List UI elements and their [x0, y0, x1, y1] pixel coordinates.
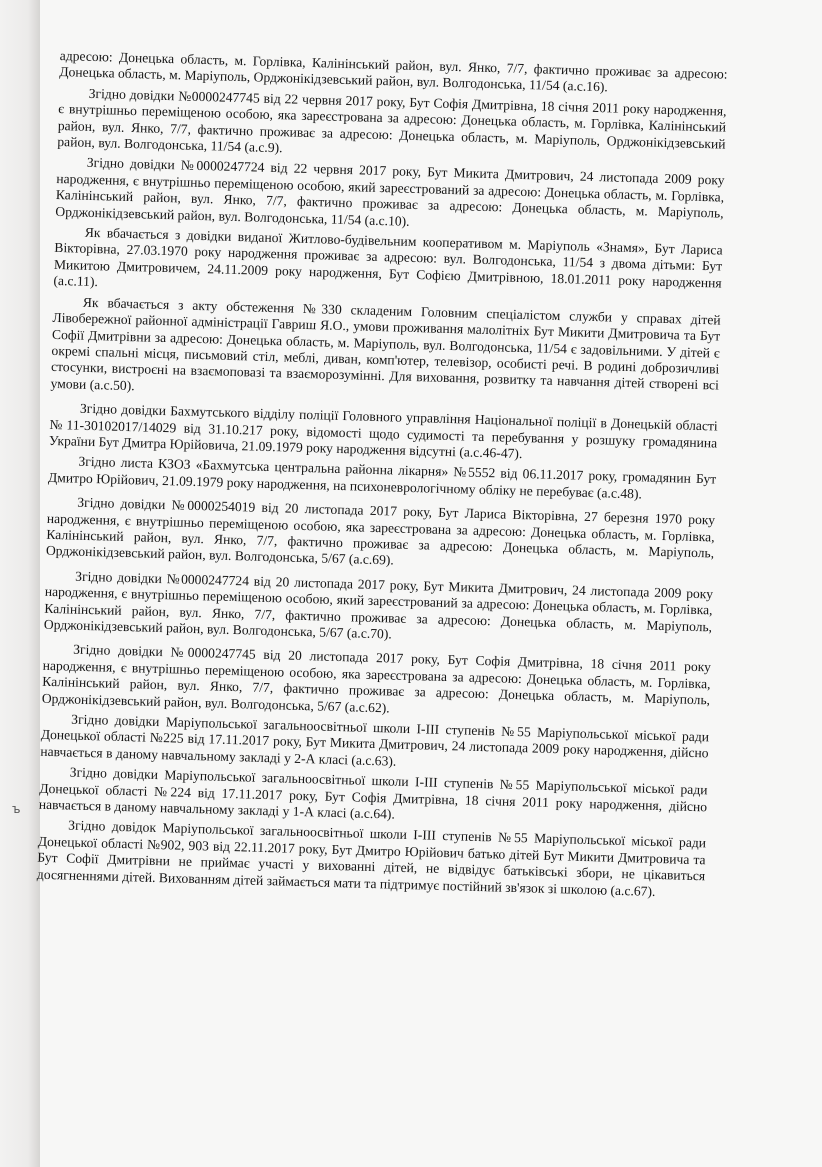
paragraph-2: Згідно довідки №0000247745 від 22 червня 2017 року, Бут Софія Дмитрівна, 18 січня 2011 року народження, є внутрішньо переміщеною особою, яка зареєстрована за адресою: Донецька область, м. Горлівка, Калінінський район, вул. Янко, 7/7, фактично проживає за адресою: Донецька область, м. Маріуполь, Орджонікідзевський район, вул. Волгодонська, 11/54 (а.с.9).	[57, 85, 727, 156]
margin-mark: ъ	[12, 802, 21, 816]
paragraph-1: адресою: Донецька область, м. Горлівка, Калінінський район, вул. Янко, 7/7, фактично проживає за адресою: Донецька область, м. Маріуполь, Орджонікідзевський район, вул. Волгодонська, 11/54 (а.с.16).	[59, 48, 728, 95]
document-body	[37, 48, 728, 905]
paragraph-9: Згідно довідки №0000247724 від 20 листопада 2017 року, Бут Микита Дмитрович, 24 листопада 2009 року народження, є внутрішньо переміщеною особою, який зареєстрований за адресою: Донецька область, м. Горлівка, Калінінський район, вул. Янко, 7/7, фактично проживає за адресою: Донецька область, м. Маріуполь, Орджонікідзевський район, вул. Волгодонська, 5/67 (а.с.70).	[43, 568, 714, 642]
paragraph-7: Згідно листа КЗОЗ «Бахмутська центральна районна лікарня» №5552 від 06.11.2017 року, громадянин Бут Дмитро Юрійович, 21.09.1979 року народження, на психоневрологічному обліку не перебуває (а.с.48).	[47, 454, 717, 502]
paragraph-5: Як вбачається з акту обстеження №330 складеним Головним спеціалістом служби у справах дітей Лівобережної районної адміністрації Гавриш Я.О., умови проживання малолітніх Бут Микити Дмитровича та Бут Софії Дмитрівни за адресою: Донецька область, м. Маріуполь, вул. Волгодонська, 11/54 є задовільними. У дітей є окремі спальні місця, письмовий стіл, меблі, диван, комп'ютер, телевізор, особисті речі. В родині доброзичливі стосунки, вистроєні на взаємоповазі та взаєморозумінні. Для виховання, розвитку та навчання дітей створені всі умови (а.с.50).	[50, 294, 721, 393]
paragraph-11: Згідно довідки Маріупольської загальноосвітньої школи І-ІІІ ступенів №55 Маріупольської міської ради Донецької області №225 від 17.11.2017 року, Бут Микита Дмитрович, 24 листопада 2009 року народження, дійсно навчається в даному навчальному закладі у 2-А класі (а.с.63).	[40, 711, 710, 769]
paragraph-6: Згідно довідки Бахмутського відділу поліції Головного управління Національної поліції в Донецькій області №11-30102017/14029 від 31.10.217 року, відомості щодо судимості та перебування у розшуку громадянина України Бут Дмитра Юрійовича, 21.09.1979 року народження відсутні (а.с.46-47).	[48, 400, 718, 462]
paragraph-3: Згідно довідки №0000247724 від 22 червня 2017 року, Бут Микита Дмитрович, 24 листопада 2009 року народження, є внутрішньо переміщеною особою, який зареєстрований за адресою: Донецька область, м. Горлівка, Калінінський район, вул. Янко, 7/7, фактично проживає за адресою: Донецька область, м. Маріуполь, Орджонікідзевський район, вул. Волгодонська, 11/54 (а.с.10).	[55, 155, 725, 229]
scan-page-edge	[0, 0, 40, 1167]
paragraph-8: Згідно довідки №0000254019 від 20 листопада 2017 року, Бут Лариса Вікторівна, 27 березня 1970 року народження, є внутрішньо переміщеною особою, яка зареєстрована за адресою: Донецька область, м. Горлівка, Калінінський район, вул. Янко, 7/7, фактично проживає за адресою: Донецька область, м. Маріуполь, Орджонікідзевський район, вул. Волгодонська, 5/67 (а.с.69).	[45, 494, 716, 568]
paragraph-10: Згідно довідки №0000247745 від 20 листопада 2017 року, Бут Софія Дмитрівна, 18 січня 2011 року народження, є внутрішньо переміщеною особою, яка зареєстрована за адресою: Донецька область, м. Горлівка, Калінінський район, вул. Янко, 7/7, фактично проживає за адресою: Донецька область, м. Маріуполь, Орджонікідзевський район, вул. Волгодонська, 5/67 (а.с.62).	[41, 642, 712, 716]
paragraph-12: Згідно довідки Маріупольської загальноосвітньої школи І-ІІІ ступенів №55 Маріупольської міської ради Донецької області №224 від 17.11.2017 року, Бут Софія Дмитрівна, 18 січня 2011 року народження, дійсно навчається в даному навчальному закладі у 1-А класі (а.с.64).	[38, 764, 708, 822]
paragraph-4: Як вбачається з довідки виданої Житлово-будівельним кооперативом м. Маріуполь «Знамя», Бут Лариса Вікторівна, 27.03.1970 року народження проживає за адресою: вул. Волгодонська, 11/54 з двома дітьми: Бут Микитою Дмитровичем, 24.11.2009 року народження, Бут Софією Дмитрівною, 18.01.2011 року народження (а.с.11).	[53, 224, 723, 291]
paragraph-13: Згідно довідок Маріупольської загальноосвітньої школи І-ІІІ ступенів №55 Маріупольської міської ради Донецької області №902, 903 від 22.11.2017 року, Бут Дмитро Юрійович батько дітей Бут Микити Дмитровича та Бут Софії Дмитрівни не приймає участі у вихованні дітей, не відвідує батьківські збори, не цікавиться досягненнями дітей. Вихованням дітей займається мати та підтримує постійний зв'язок зі школою (а.с.67).	[36, 818, 707, 899]
